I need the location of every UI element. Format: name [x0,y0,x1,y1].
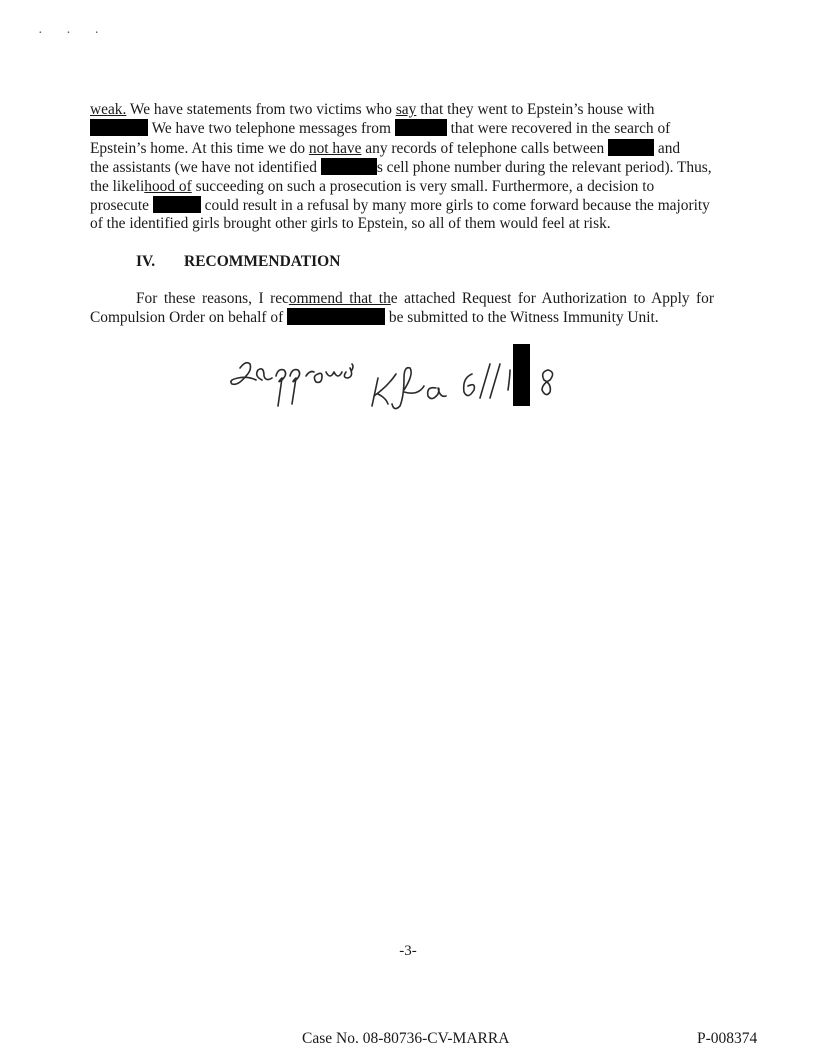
signature-date-redaction [513,344,530,406]
text-span: say [395,101,417,118]
text-span: succeeding on such a prosecution is very small. Furthermore, a decision to [191,177,655,195]
redaction-box [608,139,654,156]
text-span: be submitted to the Witness Immunity Unit. [385,309,659,327]
redaction-box [287,308,385,325]
text-span: We have statements from two victims who [126,101,396,118]
text-span: ommend that th [288,290,391,307]
section-number: IV. [136,253,156,270]
body-paragraph [90,101,714,234]
redaction-box [90,119,148,136]
redaction-box [153,196,201,213]
text-span: Epstein’s home. At this time we do [90,139,309,157]
section-title: RECOMMENDATION [184,253,341,270]
text-span: We have two telephone messages from [148,120,395,138]
text-weak: weak. [90,101,127,118]
text-span: the likeli [90,177,145,195]
text-span: e attached Request for Authorization to Apply for Compulsion Order on behalf of [90,290,714,327]
handwritten-approval-signature [228,340,588,420]
text-span: not have [308,139,362,157]
text-span: that were recovered in the search of [446,120,671,138]
redaction-box [321,158,377,175]
case-number: Case No. 08-80736-CV-MARRA [302,1030,510,1047]
text-span: the assistants (we have not identified [90,159,321,177]
bates-number: P-008374 [697,1030,758,1047]
recommendation-paragraph [90,290,714,328]
text-span: prosecute [90,197,153,215]
redaction-box [395,119,447,136]
text-span: hood of [144,177,192,195]
text-span: could result in a refusal by many more girls to come forward because the majority [200,197,710,215]
text-span: For these reasons, I rec [136,290,289,307]
text-span: any records of telephone calls between [361,139,609,157]
page-number: -3- [399,943,417,959]
text-span: of the identified girls brought other girls to Epstein, so all of them would feel at risk. [90,215,611,233]
text-span: that they went to Epstein’s house with [416,101,655,118]
section-heading [136,253,340,271]
text-span: s cell phone number during the relevant period). Thus, [376,159,712,177]
text-span: and [654,139,681,157]
scan-artifact-dots: · · · [38,26,109,41]
